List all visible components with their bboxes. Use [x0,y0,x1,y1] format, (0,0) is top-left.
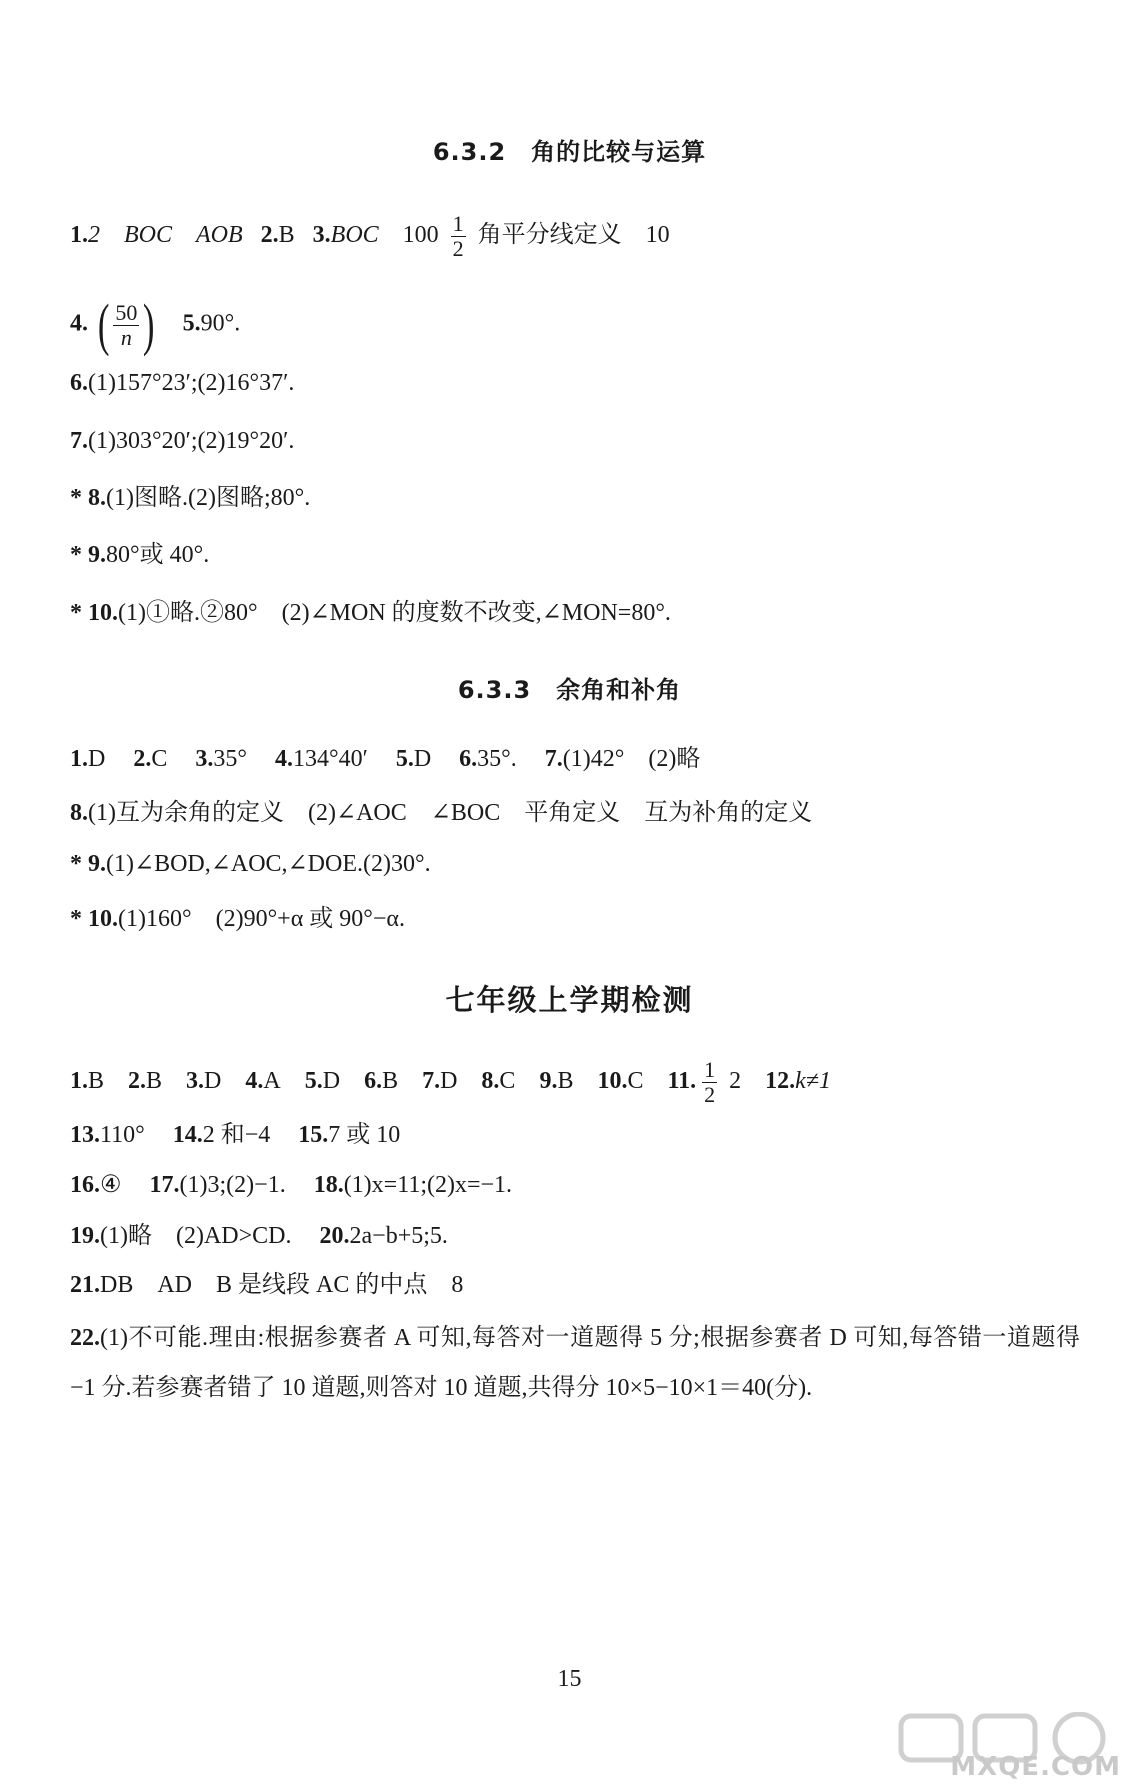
q-number: * 9. [70,542,106,568]
section-title-exam: 七年级上学期检测 [445,983,694,1017]
answer-text: B [278,222,295,249]
fraction-denominator: 2 [452,236,464,261]
answer-text: (1)图略.(2)图略;80°. [106,485,311,511]
watermark-text: MXQE.COM [950,1752,1121,1782]
answer-text: (1)互为余角的定义 (2)∠AOC ∠BOC 平角定义 互为补角的定义 [88,800,813,826]
q-number: 5. [182,310,201,337]
q-number: 8. [70,800,88,826]
answer-item: 20.2a−b+5;5. [319,1223,448,1249]
answer-line-6 [70,366,1079,400]
answer-text: (1)160° (2)90°+α 或 90°−α. [118,906,405,932]
answer-line-1-12 [70,1058,1079,1107]
answer-item: 19.(1)略 (2)AD>CD. [70,1223,292,1249]
section-title-6-3-3: 6.3.3 余角和补角 [457,676,682,704]
answer-text: 90°. [200,310,241,337]
answer-item: 5.D [304,1068,341,1095]
answer-item: 7.(1)42° (2)略 [544,746,701,772]
answer-item: 10.C [597,1068,644,1095]
answer-text: 角平分线定义 10 [477,222,670,249]
q-number: 22. [70,1325,100,1351]
fraction: $\frac{1}{2}$ [704,1057,716,1107]
answer-item: 3.D [186,1068,222,1095]
answer-item: 2.B [128,1068,163,1095]
answer-text: BOC [330,222,379,249]
parenthesized-fraction: ( $\frac{50}{n}$ ) [97,292,155,357]
answer-text: 100 [402,222,439,249]
answer-text: (1)303°20′;(2)19°20′. [88,428,295,454]
answer-text: (1)157°23′;(2)16°37′. [88,370,295,396]
answer-line-16-18 [70,1168,1079,1202]
answer-text: (1)①略.②80° (2)∠MON 的度数不改变,∠MON=80°. [118,600,671,626]
answer-item: 13.110° [70,1122,145,1148]
q-number: 4. [70,310,88,337]
answer-line-13-15 [70,1118,1079,1152]
answer-item: 1.B [70,1068,105,1095]
answer-item: 4.A [245,1068,281,1095]
q-number: 3. [312,222,331,249]
answer-item: 5.D [395,746,432,772]
answer-text: (1)∠BOD,∠AOC,∠DOE.(2)30°. [106,851,431,877]
q-number: 1. [70,222,88,249]
answer-line-8 [70,796,1079,830]
answer-line-10 [70,596,1079,630]
answer-item: 2.C [133,746,168,772]
answer-line-19-20 [70,1219,1079,1253]
answer-paragraph-22 [70,1313,1080,1413]
answer-line-21 [70,1268,1079,1302]
answer-item: 9.B [539,1068,574,1095]
answer-item: 16.④ [70,1172,122,1198]
answer-item: 18.(1)x=11;(2)x=−1. [313,1172,513,1198]
answer-item: 11. $\frac{1}{2}$ 2 [667,1057,742,1107]
answer-line-9 [70,847,1079,881]
answer-text: DB AD B 是线段 AC 的中点 8 [100,1272,464,1298]
fraction [451,212,466,261]
q-number: 2. [260,222,279,249]
fraction-numerator: 1 [452,211,464,236]
q-number: * 10. [70,600,118,626]
answer-line-9 [70,538,1079,572]
answer-item: 12.k≠1 [765,1068,831,1095]
page-number: 15 [557,1666,582,1692]
answer-item: 4.134°40′ [274,746,368,772]
q-number: * 9. [70,851,106,877]
q-number: 21. [70,1272,100,1298]
answer-text: (1)不可能.理由:根据参赛者 A 可知,每答对一道题得 5 分;根据参赛者 D 可知,每答错一道题得−1 分.若参赛者错了 10 道题,则答对 10 道题,共得分 10×5−10×1＝40(分). [70,1325,1080,1401]
answer-item: 3.35° [195,746,247,772]
answer-item: 1.D [70,746,106,772]
fraction-numerator: 50 [115,299,138,325]
answer-item: 6.B [364,1068,399,1095]
answer-line-1-3 [70,212,1079,261]
fraction-denominator: n [120,324,132,350]
answer-item: 17.(1)3;(2)−1. [149,1172,286,1198]
q-number: * 10. [70,906,118,932]
answer-item: 8.C [481,1068,516,1095]
answer-line-7 [70,424,1079,458]
answer-item: 15.7 或 10 [298,1122,401,1148]
answer-item: 7.D [422,1068,458,1095]
section-title-6-3-2: 6.3.2 角的比较与运算 [432,138,707,166]
q-number: 6. [70,370,88,396]
answer-item: 14.2 和−4 [172,1122,271,1148]
q-number: 7. [70,428,88,454]
q-number: * 8. [70,485,106,511]
answer-item: 6.35°. [459,746,517,772]
answer-line-10 [70,902,1079,936]
answer-line-8 [70,481,1079,515]
answer-line-4-5 [70,292,1079,357]
answer-text: 80°或 40°. [106,542,210,568]
answer-line-1-7 [70,742,1079,776]
answer-text: 2 BOC AOB [88,222,243,249]
